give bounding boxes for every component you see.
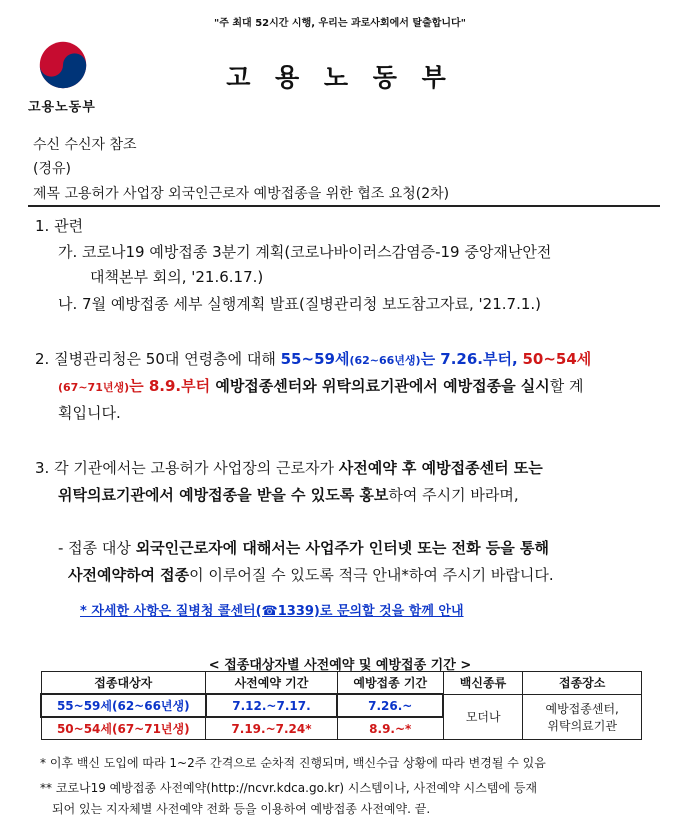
schedule-table	[40, 671, 642, 740]
section1-item-na: 나. 7월 예방접종 세부 실행계획 발표(질병관리청 보도참고자료, '21.7.1.)	[58, 295, 542, 313]
table-row	[41, 694, 642, 717]
callcenter-note: * 자세한 사항은 질병청 콜센터(☎1339)로 문의할 것을 함께 안내	[80, 604, 464, 619]
table-cell-vaccinate: 8.9.~*	[337, 717, 443, 740]
section1-heading: 1. 관련	[35, 217, 84, 235]
section2-prefix: 2. 질병관리청은 50대 연령층에 대해	[35, 350, 281, 368]
section3-line1	[35, 457, 543, 478]
slogan: "주 최대 52시간 시행, 우리는 과로사회에서 탈출합니다"	[214, 18, 466, 29]
table-header-cell: 접종대상자	[41, 672, 206, 695]
footnote-1: * 이후 백신 도입에 따라 1~2주 간격으로 순차적 진행되며, 백신수급 상황에 따라 변경될 수 있음	[40, 756, 546, 770]
section3-line1-b: 사전예약 후 예방접종센터 또는	[338, 459, 543, 477]
table-title: < 접종대상자별 사전예약 및 예방접종 기간 >	[208, 658, 472, 673]
table-header-cell: 백신종류	[443, 672, 523, 695]
place-line1: 예방접종센터,	[545, 701, 619, 716]
red-birth: (67~71년생)	[58, 381, 130, 394]
section3-line1-a: 3. 각 기관에서는 고용허가 사업장의 근로자가	[35, 459, 339, 477]
table-cell-reserve: 7.19.~7.24*	[206, 717, 338, 740]
table-cell-target: 55~59세(62~66년생)	[41, 694, 206, 717]
section2-line2	[58, 375, 584, 396]
dash-a: - 접종 대상	[58, 539, 136, 557]
header-divider	[28, 205, 660, 207]
table-header-cell: 사전예약 기간	[206, 672, 338, 695]
footnote-2-line2: 되어 있는 지자체별 사전예약 전화 등을 이용하여 예방접종 사전예약. 끝.	[52, 802, 431, 816]
table-header-cell: 접종장소	[523, 672, 642, 695]
blue-age: 55~59세	[280, 350, 350, 368]
dash-b: 외국인근로자에 대해서는 사업주가 인터넷 또는 전화 등을 통해	[135, 539, 549, 557]
section1-item-ga-cont: 대책본부 회의, '21.6.17.)	[90, 268, 264, 286]
section3-dash-line2	[68, 564, 554, 585]
red-age: 50~54세	[522, 350, 592, 368]
dash2-a: 사전예약하여 접종	[68, 566, 190, 584]
section2-line1	[35, 348, 591, 369]
via: (경유)	[33, 161, 71, 177]
subject: 제목 고용허가 사업장 외국인근로자 예방접종을 위한 협조 요청(2차)	[33, 186, 450, 202]
section3-line2-a: 위탁의료기관에서 예방접종을 받을 수 있도록 홍보	[58, 486, 389, 504]
table-header-cell: 예방접종 기간	[337, 672, 443, 695]
place-line2: 위탁의료기관	[547, 718, 617, 733]
ministry-title: 고 용 노 동 부	[226, 63, 454, 92]
red-date: 는 8.9.부터	[129, 377, 211, 395]
table-cell-target: 50~54세(67~71년생)	[41, 717, 206, 740]
table-cell-reserve: 7.12.~7.17.	[206, 694, 338, 717]
section2-line3: 획입니다.	[58, 404, 121, 422]
logo-text: 고용노동부	[28, 100, 96, 115]
section3-line2	[58, 484, 519, 505]
section2-bold-tail: 예방접종센터와 위탁의료기관에서 예방접종을 실시	[210, 377, 550, 395]
section2-tail: 할 계	[549, 377, 584, 395]
blue-birth: (62~66년생)	[349, 354, 421, 367]
table-cell-vaccinate: 7.26.~	[337, 694, 443, 717]
recipient: 수신 수신자 참조	[33, 137, 137, 153]
blue-date: 는 7.26.부터,	[420, 350, 518, 368]
table-cell-vaccine: 모더나	[443, 694, 523, 740]
table-cell-place	[523, 694, 642, 740]
table-header-row	[41, 672, 642, 695]
section3-line2-b: 하여 주시기 바라며,	[388, 486, 519, 504]
footnote-2-line1: ** 코로나19 예방접종 사전예약(http://ncvr.kdca.go.kr) 시스템이나, 사전예약 시스템에 등재	[40, 781, 538, 795]
dash2-b: 이 이루어질 수 있도록 적극 안내*하여 주시기 바랍니다.	[189, 566, 554, 584]
section1-item-ga: 가. 코로나19 예방접종 3분기 계획(코로나바이러스감염증-19 중앙재난안전	[58, 243, 552, 261]
section3-dash-line1	[58, 537, 549, 558]
